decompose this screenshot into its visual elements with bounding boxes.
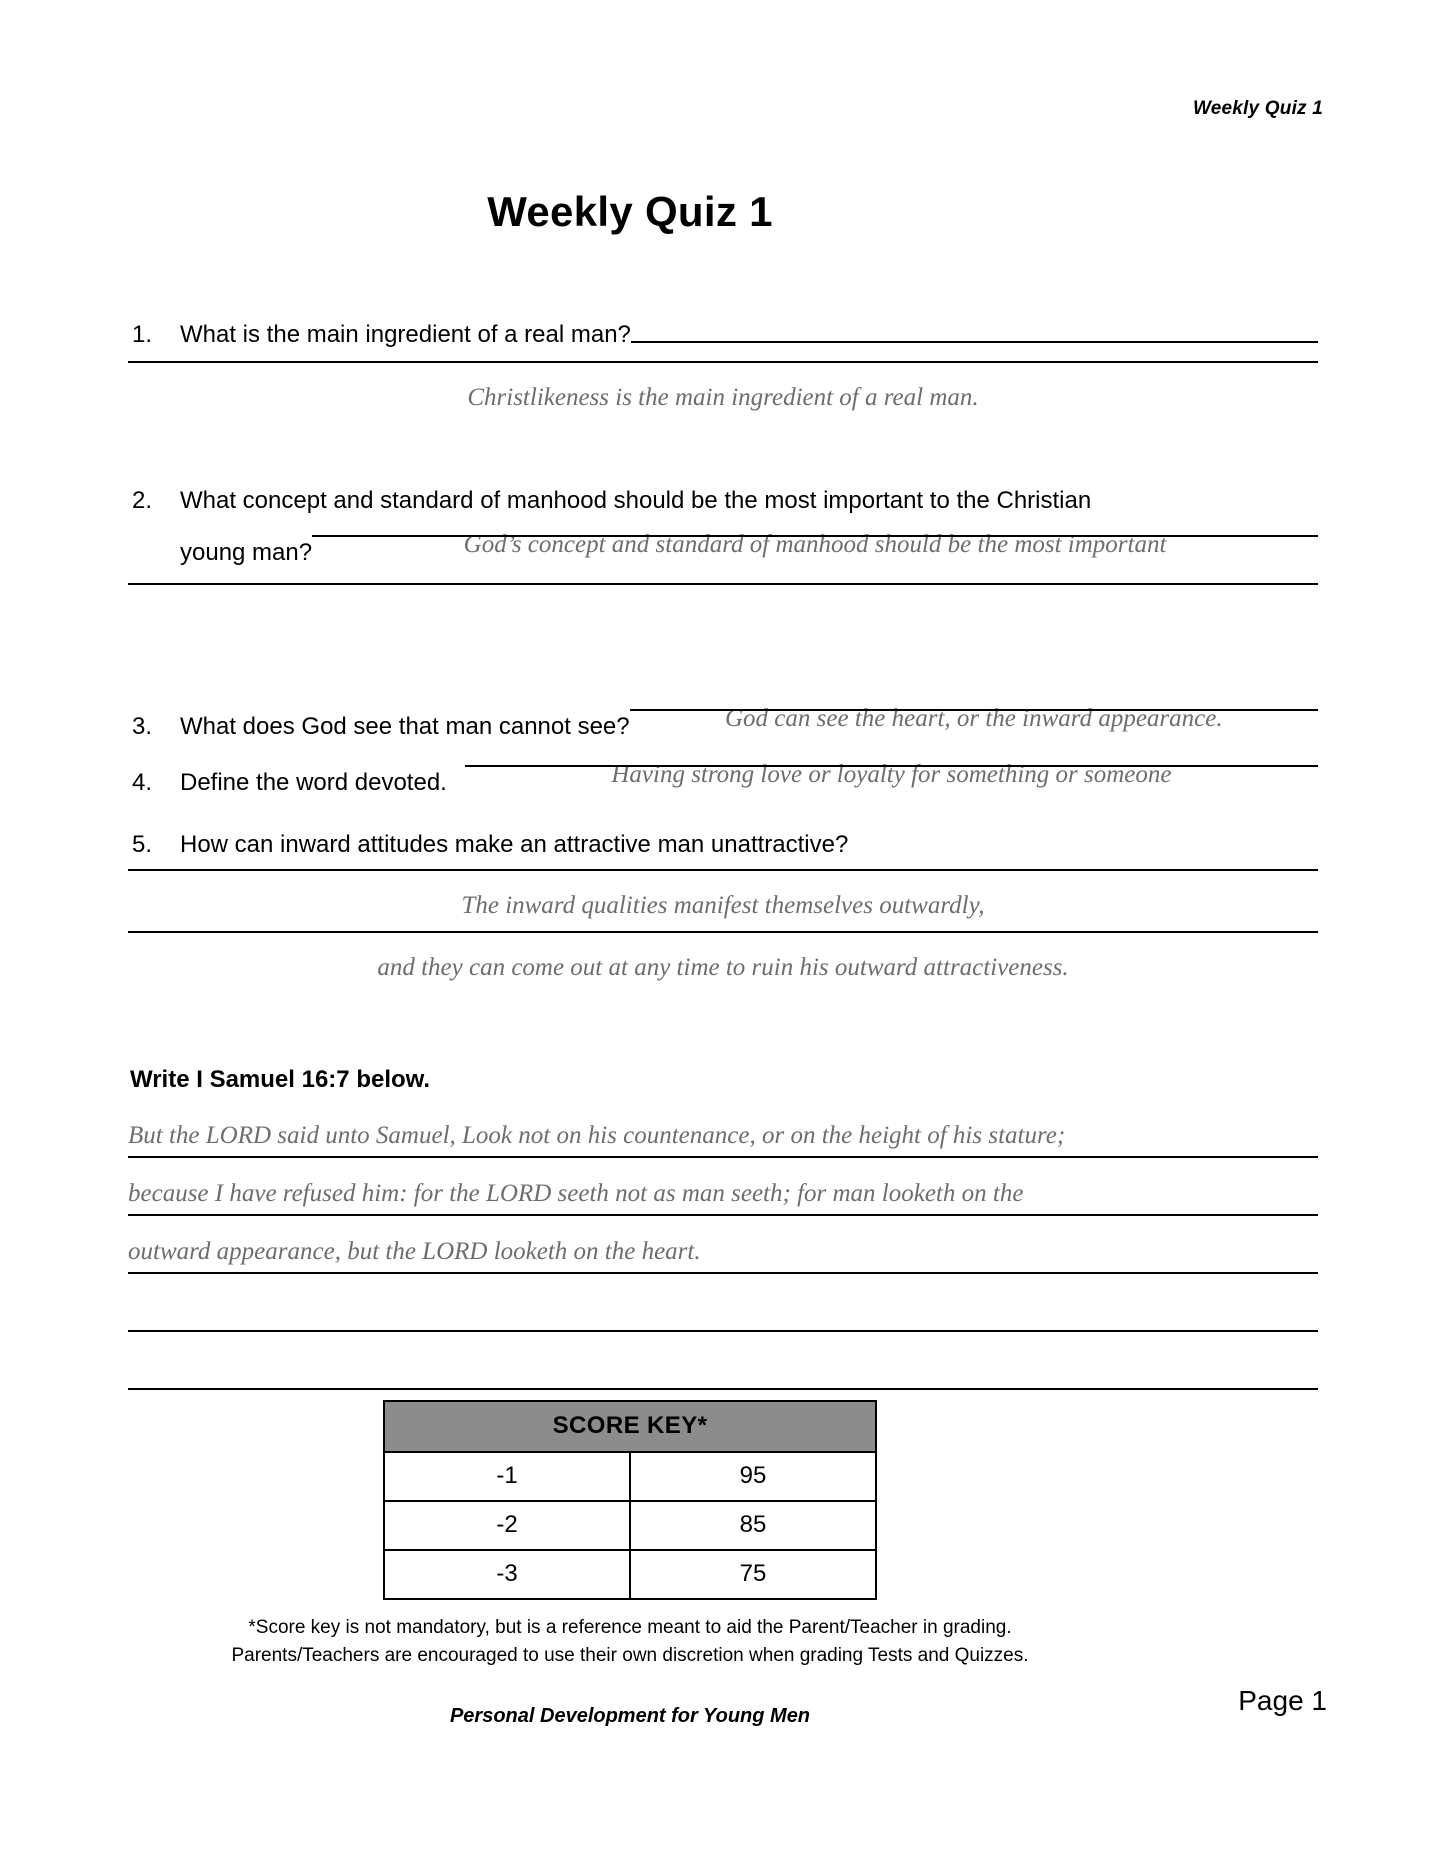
- scripture-line-2[interactable]: [128, 1158, 1318, 1216]
- running-head: Weekly Quiz 1: [1192, 98, 1323, 119]
- question-4-prompt-row: [128, 760, 1318, 798]
- question-3-number: 3.: [132, 713, 153, 740]
- question-2-prompt-row-2: [128, 530, 1318, 568]
- page-number: Page 1: [1238, 1685, 1327, 1716]
- question-1-answer-line-2[interactable]: [128, 360, 1318, 363]
- question-2-text-line-2: young man?: [180, 539, 313, 566]
- scripture-line-5[interactable]: [128, 1332, 1318, 1390]
- question-2-prompt-row-1: [128, 486, 1318, 516]
- footer-book-title: Personal Development for Young Men: [449, 1705, 811, 1727]
- score-key-score-2: 85: [630, 1501, 876, 1550]
- question-3-answer-row[interactable]: [630, 704, 1318, 742]
- question-5-answer-text-1: The inward qualities manifest themselves outwardly,: [461, 892, 985, 919]
- question-3-answer-line[interactable]: [630, 708, 1318, 711]
- score-key-misses-1: -1: [384, 1452, 630, 1501]
- question-1-prompt-row: [128, 320, 1318, 350]
- scripture-text-3: outward appearance, but the LORD looketh on the heart.: [128, 1238, 701, 1265]
- scripture-rule-5[interactable]: [128, 1387, 1318, 1390]
- question-5-answer-line-2[interactable]: [128, 930, 1318, 933]
- score-key-misses-2: -2: [384, 1501, 630, 1550]
- page-title: Weekly Quiz 1: [487, 188, 773, 236]
- scripture-line-3[interactable]: [128, 1216, 1318, 1274]
- scripture-heading: Write I Samuel 16:7 below.: [130, 1066, 431, 1093]
- question-4-answer-row[interactable]: [465, 760, 1318, 798]
- question-2-number: 2.: [132, 487, 153, 514]
- question-2-answer-row-2[interactable]: [128, 582, 1318, 642]
- question-2-answer-row-1[interactable]: [312, 530, 1318, 568]
- question-3-prompt-row: [128, 704, 1318, 742]
- question-1-answer-row-2[interactable]: [128, 360, 1318, 418]
- score-key-score-1: 95: [630, 1452, 876, 1501]
- question-1-answer-text: Christlikeness is the main ingredient of a real man.: [467, 384, 979, 411]
- table-row: [384, 1550, 876, 1599]
- score-key-note: [0, 1614, 1260, 1669]
- question-4-answer-line[interactable]: [465, 764, 1318, 767]
- score-key-note-line-1: *Score key is not mandatory, but is a reference meant to aid the Parent/Teacher in grading.: [248, 1617, 1012, 1638]
- question-1-number: 1.: [132, 321, 153, 348]
- question-4: [128, 760, 1318, 798]
- question-2-answer-line-1[interactable]: [312, 534, 1318, 537]
- score-key-table: [383, 1400, 877, 1600]
- question-5: [128, 830, 1318, 988]
- question-5-answer-line-1[interactable]: [128, 868, 1318, 871]
- score-key-section: [0, 1400, 1260, 1669]
- question-5-answer-text-2: and they can come out at any time to ruin his outward attractiveness.: [377, 954, 1069, 981]
- question-3: [128, 704, 1318, 742]
- scripture-text-1: But the LORD said unto Samuel, Look not on his countenance, or on the height of his stature;: [128, 1122, 1066, 1149]
- table-row: [384, 1501, 876, 1550]
- question-5-answer-row-2[interactable]: [128, 930, 1318, 988]
- scripture-line-1[interactable]: [128, 1100, 1318, 1158]
- question-1-answer-line-1[interactable]: [631, 340, 1318, 343]
- question-1: [128, 320, 1318, 418]
- scripture-text-2: because I have refused him: for the LORD seeth not as man seeth; for man looketh on the: [128, 1180, 1024, 1207]
- score-key-misses-3: -3: [384, 1550, 630, 1599]
- question-5-answer-row-1[interactable]: [128, 868, 1318, 926]
- quiz-content: [128, 320, 1318, 1390]
- question-2-answer-text-1: God’s concept and standard of manhood should be the most important: [463, 530, 1167, 558]
- score-key-note-line-2: Parents/Teachers are encouraged to use their own discretion when grading Tests and Quizzes.: [231, 1644, 1029, 1666]
- scripture-line-4[interactable]: [128, 1274, 1318, 1332]
- question-2-text-line-1: What concept and standard of manhood should be the most important to the Christian: [180, 487, 1092, 514]
- question-1-text: What is the main ingredient of a real man?: [180, 321, 631, 348]
- score-key-score-3: 75: [630, 1550, 876, 1599]
- question-5-text: How can inward attitudes make an attractive man unattractive?: [180, 831, 849, 858]
- score-key-header-row: [384, 1401, 876, 1452]
- question-3-text: What does God see that man cannot see?: [180, 713, 630, 740]
- score-key-title: SCORE KEY*: [384, 1401, 876, 1452]
- question-2: [128, 486, 1318, 642]
- scripture-answer-area: [128, 1100, 1318, 1390]
- table-row: [384, 1452, 876, 1501]
- question-4-answer-text: Having strong love or loyalty for something or someone: [611, 760, 1172, 788]
- question-4-number: 4.: [132, 769, 153, 796]
- question-4-text: Define the word devoted.: [180, 769, 447, 796]
- question-5-prompt-row: [128, 830, 1318, 860]
- question-3-answer-text: God can see the heart, or the inward appearance.: [725, 704, 1223, 732]
- question-2-answer-line-2[interactable]: [128, 582, 1318, 585]
- question-5-number: 5.: [132, 831, 153, 858]
